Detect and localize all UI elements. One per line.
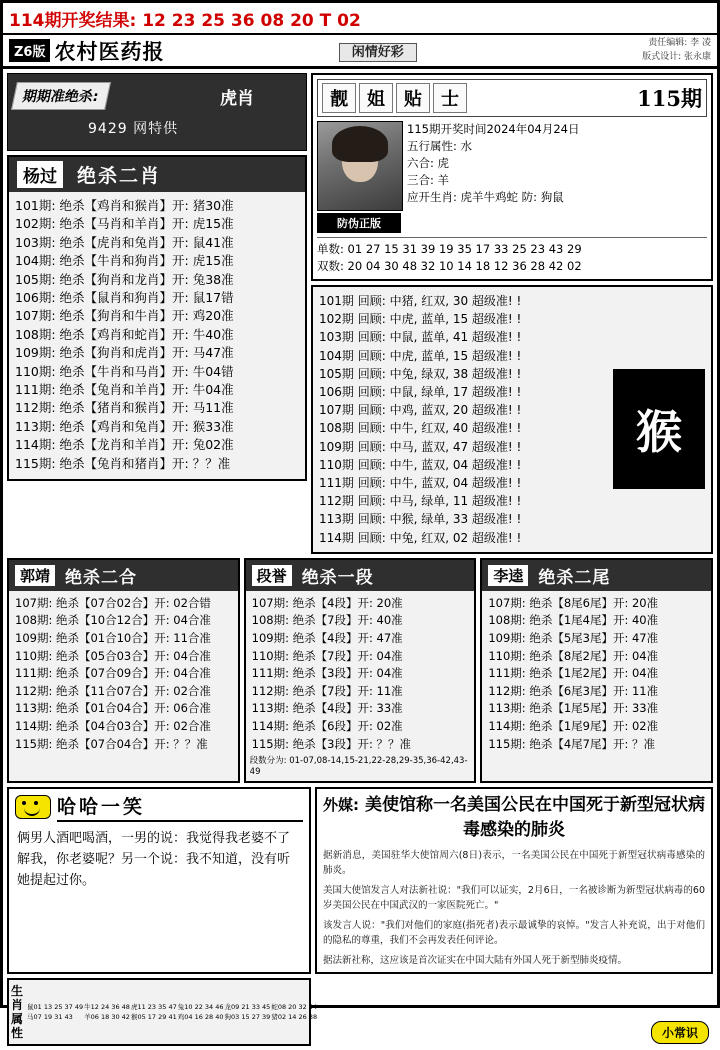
news-paragraph: 据新消息，美国驻华大使馆周六(8日)表示，一名美国公民在中国死于新型冠状病毒感染的肺炎。 [323, 850, 705, 877]
list-item: 110期: 绝杀【05合03合】开: 04合准 [15, 648, 211, 663]
table-row: 马07 19 31 43 [27, 1012, 73, 1021]
list-item: 111期 回顾: 中牛, 蓝双, 04 超级准! ! [319, 476, 522, 491]
table-row: 猴05 17 29 41 [130, 1012, 177, 1021]
kill-banner [7, 73, 307, 151]
table-row: 蛇08 20 32 44 [271, 1002, 318, 1011]
list-item: 104期: 绝杀【牛肖和狗肖】开: 虎15准 [15, 253, 234, 269]
bottom-row [3, 783, 717, 978]
result-header [3, 3, 717, 35]
table-row: 牛12 24 36 48 [84, 1002, 130, 1011]
mid-box-author: 郭靖 [15, 565, 55, 586]
list-item: 113期: 绝杀【01合04合】开: 06合准 [15, 701, 211, 716]
table-row: 狗03 15 27 39 [224, 1012, 271, 1021]
odd-numbers-row [317, 241, 707, 258]
table-row: 鸡04 16 28 40 [177, 1012, 224, 1021]
photo-block [317, 121, 401, 233]
list-item: 107期: 绝杀【狗肖和牛肖】开: 鸡20准 [15, 308, 234, 324]
credits [591, 37, 711, 64]
list-item: 110期 回顾: 中牛, 蓝双, 04 超级准! ! [319, 457, 522, 472]
mid-box-title: 绝杀二尾 [538, 567, 611, 588]
footer-row [3, 978, 717, 1050]
element-attribute: 五行属性: 水 [407, 139, 473, 153]
kill-two-tail-box [480, 558, 713, 783]
list-item: 113期 回顾: 中猴, 绿单, 33 超级准! ! [319, 512, 522, 527]
six-combo: 六合: 虎 [407, 156, 450, 170]
draw-date: 115期开奖时间2024年04月24日 [407, 122, 580, 136]
list-item: 109期: 绝杀【4段】开: 47准 [251, 631, 403, 646]
list-item: 107期: 绝杀【4段】开: 20准 [251, 595, 403, 610]
draw-info [407, 121, 707, 233]
lucky-title-bar [317, 79, 707, 117]
list-item: 115期: 绝杀【4尾7尾】开: ？准 [488, 736, 655, 751]
kill-box-head [9, 157, 305, 192]
list-item: 108期 回顾: 中牛, 红双, 40 超级准! ! [319, 421, 522, 436]
news-box [315, 787, 713, 974]
review-box [311, 285, 713, 554]
even-numbers-row [317, 258, 707, 275]
list-item: 112期 回顾: 中马, 绿单, 11 超级准! ! [319, 494, 522, 509]
table-row: 羊06 18 30 42 [84, 1012, 130, 1021]
list-item: 114期 回顾: 中兔, 红双, 02 超级准! ! [319, 530, 522, 545]
footer-right [315, 978, 713, 1046]
table-row: 兔10 22 34 46 [177, 1002, 224, 1011]
table-row: 龙09 21 33 45 [224, 1002, 271, 1011]
list-item: 111期: 绝杀【兔肖和羊肖】开: 牛04准 [15, 382, 234, 398]
masthead [3, 35, 717, 69]
news-paragraph: 该发言人说："我们对他们的家庭(指死者)表示最诚挚的哀悼。"发言人补充说，出于对他们的隐私的尊重，我们不会再发表任何评论。 [323, 920, 705, 947]
title-char-4: 士 [433, 83, 467, 113]
odd-label: 单数: [317, 242, 344, 256]
list-item: 101期: 绝杀【鸡肖和猴肖】开: 猪30准 [15, 198, 234, 213]
list-item: 111期: 绝杀【07合09合】开: 04合准 [15, 666, 211, 681]
list-item: 109期: 绝杀【狗肖和虎肖】开: 马47准 [15, 345, 234, 361]
list-item: 110期: 绝杀【7段】开: 04准 [251, 648, 403, 663]
list-item: 108期: 绝杀【1尾4尾】开: 40准 [488, 613, 659, 628]
review-list [313, 287, 613, 552]
draw-result-line: 114期开奖结果: 12 23 25 36 08 20 T 02 [9, 10, 361, 31]
list-item: 112期: 绝杀【6尾3尾】开: 11准 [488, 683, 659, 698]
lucky-tips-box [311, 73, 713, 281]
list-item: 113期: 绝杀【4段】开: 33准 [251, 701, 403, 716]
list-item: 115期: 绝杀【兔肖和猪肖】开: ？？准 [15, 455, 231, 471]
kill-box-rows [9, 192, 305, 479]
issue-number: 115期 [637, 86, 702, 111]
list-item: 107期: 绝杀【8尾6尾】开: 20准 [488, 595, 659, 610]
mid-box-head [246, 560, 475, 591]
list-item: 115期: 绝杀【07合04合】开: ？？准 [15, 736, 208, 751]
banner-supply: 9429 网特供 [88, 121, 179, 137]
news-headline-text: 美使馆称一名美国公民在中国死于新型冠状病毒感染的肺炎 [364, 795, 705, 841]
list-item: 109期: 绝杀【5尾3尾】开: 47准 [488, 631, 659, 646]
list-item: 111期: 绝杀【3段】开: 04准 [251, 666, 403, 681]
mid-box-head [9, 560, 238, 591]
list-item: 112期: 绝杀【7段】开: 11准 [251, 683, 403, 698]
list-item: 109期: 绝杀【01合10合】开: 11合准 [15, 631, 211, 646]
mid-box-rows [246, 591, 475, 755]
mid-boxes-row [3, 558, 717, 783]
mid-box-rows [9, 591, 238, 755]
table-row: 猪02 14 26 38 [271, 1012, 318, 1021]
list-item: 114期: 绝杀【04合03合】开: 02合准 [15, 719, 211, 733]
news-headline [323, 793, 705, 843]
joke-title: 哈哈一笑 [57, 792, 303, 822]
list-item: 102期: 绝杀【马肖和羊肖】开: 虎15准 [15, 216, 234, 232]
joke-box [7, 787, 311, 974]
list-item: 105期: 绝杀【狗肖和龙肖】开: 兔38准 [15, 271, 234, 287]
list-item: 108期: 绝杀【鸡肖和蛇肖】开: 牛40准 [15, 326, 234, 342]
zodiac-attribute-table [7, 978, 318, 1046]
news-source-label: 外媒: [323, 796, 360, 815]
list-item: 107期 回顾: 中鸡, 蓝双, 20 超级准! ! [319, 403, 522, 418]
lucky-body [317, 121, 707, 233]
banner-ribbon-label: 期期准绝杀: [11, 82, 111, 110]
list-item: 104期 回顾: 中虎, 蓝单, 15 超级准! ! [319, 348, 522, 363]
version-badge: Z6版 [9, 39, 50, 62]
title-char-3: 贴 [396, 83, 430, 113]
title-char-2: 姐 [359, 83, 393, 113]
news-paragraph: 据法新社称，这应该是首次证实在中国大陆有外国人死于新型肺炎疫情。 [323, 955, 628, 967]
joke-head [9, 789, 309, 822]
slogan [164, 41, 591, 60]
mid-box-title: 绝杀二合 [65, 567, 138, 588]
anti-counterfeit-label: 防伪正版 [317, 213, 401, 233]
left-column [7, 73, 307, 554]
list-item: 103期 回顾: 中鼠, 蓝单, 41 超级准! ! [319, 330, 522, 345]
table-row: 鼠01 13 25 37 49 [27, 1002, 84, 1011]
kill-box-author: 杨过 [17, 161, 63, 188]
joke-text: 俩男人酒吧喝酒，一男的说：我觉得我老婆不了解我，你老婆呢？另一个说：我不知道，没有听她提起过你。 [17, 831, 291, 889]
list-item: 111期: 绝杀【1尾2尾】开: 04准 [488, 666, 659, 681]
list-item: 107期: 绝杀【07合02合】开: 02合错 [15, 595, 211, 610]
list-item: 113期: 绝杀【鸡肖和兔肖】开: 猴33准 [15, 418, 234, 434]
banner-zodiac: 虎肖 [220, 89, 254, 109]
predicted-zodiac: 应开生肖: 虎羊牛鸡蛇 防: 狗鼠 [407, 190, 564, 204]
list-item: 109期 回顾: 中马, 蓝双, 47 超级准! ! [319, 439, 522, 454]
news-paragraph: 美国大使馆发言人对法新社说："我们可以证实，2月6日，一名被诊断为新型冠状病毒的60岁美国公民在中国武汉的一家医院死亡。" [323, 885, 705, 912]
slogan-text: 闲情好彩 [339, 43, 417, 62]
credit-editor: 责任编辑: 李 凌 [648, 38, 711, 48]
list-item: 102期 回顾: 中虎, 蓝单, 15 超级准! ! [319, 312, 522, 327]
smiley-icon [15, 795, 51, 819]
title-char-1: 靓 [322, 83, 356, 113]
kill-two-zodiac-box [7, 155, 307, 481]
list-item: 112期: 绝杀【11合07合】开: 02合准 [15, 683, 211, 698]
list-item: 114期: 绝杀【龙肖和羊肖】开: 兔02准 [15, 437, 234, 453]
list-item: 106期 回顾: 中鼠, 绿单, 17 超级准! ! [319, 385, 522, 400]
right-column [311, 73, 713, 554]
list-item: 110期: 绝杀【8尾2尾】开: 04准 [488, 648, 659, 663]
list-item: 110期: 绝杀【牛肖和马肖】开: 牛04错 [15, 363, 234, 379]
odd-values: 01 27 15 31 39 19 35 17 33 25 23 43 29 [347, 242, 582, 256]
list-item: 112期: 绝杀【猪肖和猴肖】开: 马11准 [15, 400, 234, 416]
main-body [3, 69, 717, 558]
portrait-photo [317, 121, 403, 211]
zodiac-table-label: 生肖属性 [11, 984, 24, 1041]
list-item: 106期: 绝杀【鼠肖和狗肖】开: 鼠17错 [15, 290, 234, 306]
even-values: 20 04 30 48 32 10 14 18 12 36 28 42 02 [347, 259, 582, 273]
number-lists [317, 237, 707, 275]
table-row: 虎11 23 35 47 [130, 1002, 177, 1011]
segment-definition-note: 段数分为: 01-07,08-14,15-21,22-28,29-35,36-42,43-49 [249, 756, 468, 778]
kill-two-combo-box [7, 558, 240, 783]
kill-one-segment-box [244, 558, 477, 783]
mid-box-author: 段誉 [252, 565, 292, 586]
list-item: 103期: 绝杀【虎肖和兔肖】开: 鼠41准 [15, 234, 234, 250]
list-item: 115期: 绝杀【3段】开: ？？准 [251, 736, 411, 751]
list-item: 108期: 绝杀【10合12合】开: 04合准 [15, 613, 211, 628]
list-item: 108期: 绝杀【7段】开: 40准 [251, 613, 403, 628]
three-combo: 三合: 羊 [407, 173, 450, 187]
list-item: 113期: 绝杀【1尾5尾】开: 33准 [488, 701, 659, 716]
list-item: 114期: 绝杀【6段】开: 02准 [251, 719, 403, 733]
featured-zodiac-char: 猴 [613, 369, 705, 489]
mid-box-author: 李逵 [488, 565, 528, 586]
list-item: 114期: 绝杀【1尾9尾】开: 02准 [488, 719, 659, 733]
kill-box-title: 绝杀二肖 [77, 165, 162, 187]
credit-designer: 版式设计: 张永康 [642, 51, 711, 62]
mid-box-head [482, 560, 711, 591]
tip-badge: 小常识 [651, 1021, 709, 1044]
even-label: 双数: [317, 259, 344, 273]
mid-box-rows [482, 591, 711, 755]
list-item: 101期 回顾: 中猪, 红双, 30 超级准! ! [319, 294, 522, 308]
paper-name: 农村医药报 [54, 39, 165, 64]
zodiac-table-grid [25, 1001, 319, 1024]
mid-box-title: 绝杀一段 [301, 567, 374, 588]
list-item: 105期 回顾: 中兔, 绿双, 38 超级准! ! [319, 366, 522, 381]
